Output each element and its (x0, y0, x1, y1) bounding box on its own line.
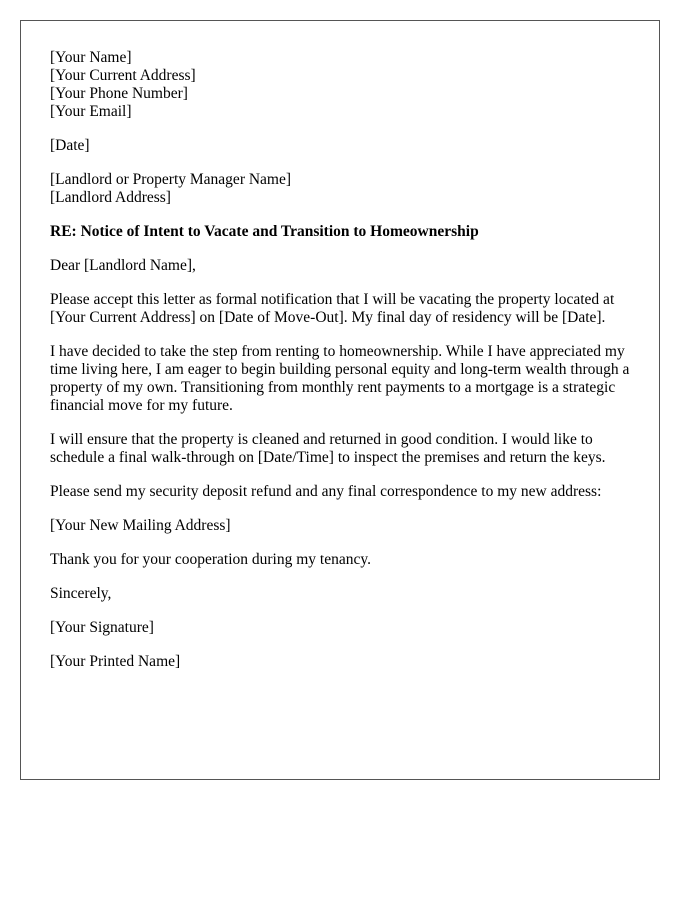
letter-page (20, 20, 660, 780)
sender-block (50, 49, 646, 121)
paragraph-reason: I have decided to take the step from renting to homeownership. While I have appreciated my time living here, I am eager to begin building personal equity and long-term wealth through a property of my own. Transitioning from monthly rent payments to a mortgage is a strategic financial move for my future. (50, 343, 630, 414)
recipient-name: [Landlord or Property Manager Name] (50, 171, 292, 188)
paragraph-deposit: Please send my security deposit refund and any final correspondence to my new address: (50, 483, 602, 500)
signature: [Your Signature] (50, 619, 154, 636)
paragraph-notice: Please accept this letter as formal notification that I will be vacating the property located at [Your Current Address] on [Date of Move-Out]. My final day of residency will be [Date]. (50, 291, 615, 326)
new-mailing-address: [Your New Mailing Address] (50, 517, 231, 534)
sender-name: [Your Name] (50, 49, 132, 66)
paragraph-walkthrough: I will ensure that the property is cleaned and returned in good condition. I would like to schedule a final walk-through on [Date/Time] to inspect the premises and return the keys. (50, 431, 606, 466)
letter-date: [Date] (50, 137, 90, 154)
paragraph-thanks: Thank you for your cooperation during my tenancy. (50, 551, 371, 568)
recipient-block (50, 171, 646, 207)
letter-content (50, 49, 646, 687)
date-block (50, 137, 646, 155)
sender-phone: [Your Phone Number] (50, 85, 188, 102)
printed-name: [Your Printed Name] (50, 653, 181, 670)
sender-address: [Your Current Address] (50, 67, 196, 84)
closing: Sincerely, (50, 585, 112, 602)
salutation: Dear [Landlord Name], (50, 257, 196, 274)
sender-email: [Your Email] (50, 103, 132, 120)
subject-line: RE: Notice of Intent to Vacate and Transition to Homeownership (50, 223, 479, 240)
recipient-address: [Landlord Address] (50, 189, 171, 206)
